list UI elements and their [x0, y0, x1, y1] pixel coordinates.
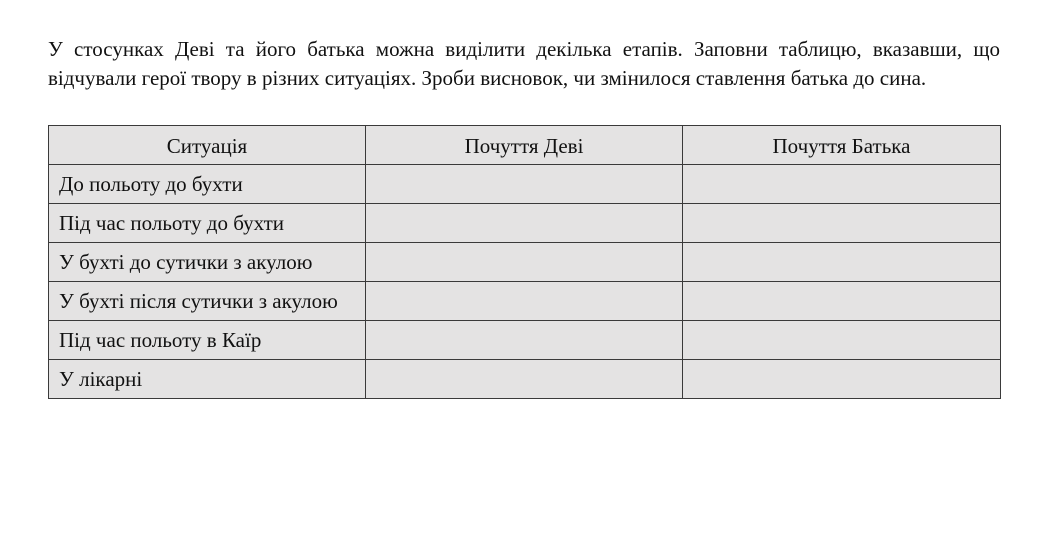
devi-feelings-cell[interactable]	[366, 243, 683, 282]
header-devi-feelings: Почуття Деві	[366, 126, 683, 165]
situation-cell: У бухті до сутички з акулою	[49, 243, 366, 282]
father-feelings-cell[interactable]	[683, 360, 1001, 399]
table-row	[49, 165, 1001, 204]
table-header-row	[49, 126, 1001, 165]
table-row	[49, 204, 1001, 243]
task-instructions: У стосунках Деві та його батька можна виділити декілька етапів. Заповни таблицю, вказавши, що відчували герої твору в різних ситуаціях. Зроби висновок, чи змінилося ставлення батька до сина.	[48, 37, 1000, 90]
situation-cell: У лікарні	[49, 360, 366, 399]
father-feelings-cell[interactable]	[683, 243, 1001, 282]
father-feelings-cell[interactable]	[683, 282, 1001, 321]
situation-cell: Під час польоту в Каїр	[49, 321, 366, 360]
devi-feelings-cell[interactable]	[366, 204, 683, 243]
father-feelings-cell[interactable]	[683, 321, 1001, 360]
situation-cell: У бухті після сутички з акулою	[49, 282, 366, 321]
header-situation: Ситуація	[49, 126, 366, 165]
situation-cell: Під час польоту до бухти	[49, 204, 366, 243]
father-feelings-cell[interactable]	[683, 204, 1001, 243]
feelings-table	[48, 125, 1001, 399]
table-row	[49, 360, 1001, 399]
header-father-feelings: Почуття Батька	[683, 126, 1001, 165]
table-row	[49, 243, 1001, 282]
father-feelings-cell[interactable]	[683, 165, 1001, 204]
table-row	[49, 321, 1001, 360]
devi-feelings-cell[interactable]	[366, 360, 683, 399]
table-row	[49, 282, 1001, 321]
devi-feelings-cell[interactable]	[366, 165, 683, 204]
situation-cell: До польоту до бухти	[49, 165, 366, 204]
devi-feelings-cell[interactable]	[366, 282, 683, 321]
devi-feelings-cell[interactable]	[366, 321, 683, 360]
